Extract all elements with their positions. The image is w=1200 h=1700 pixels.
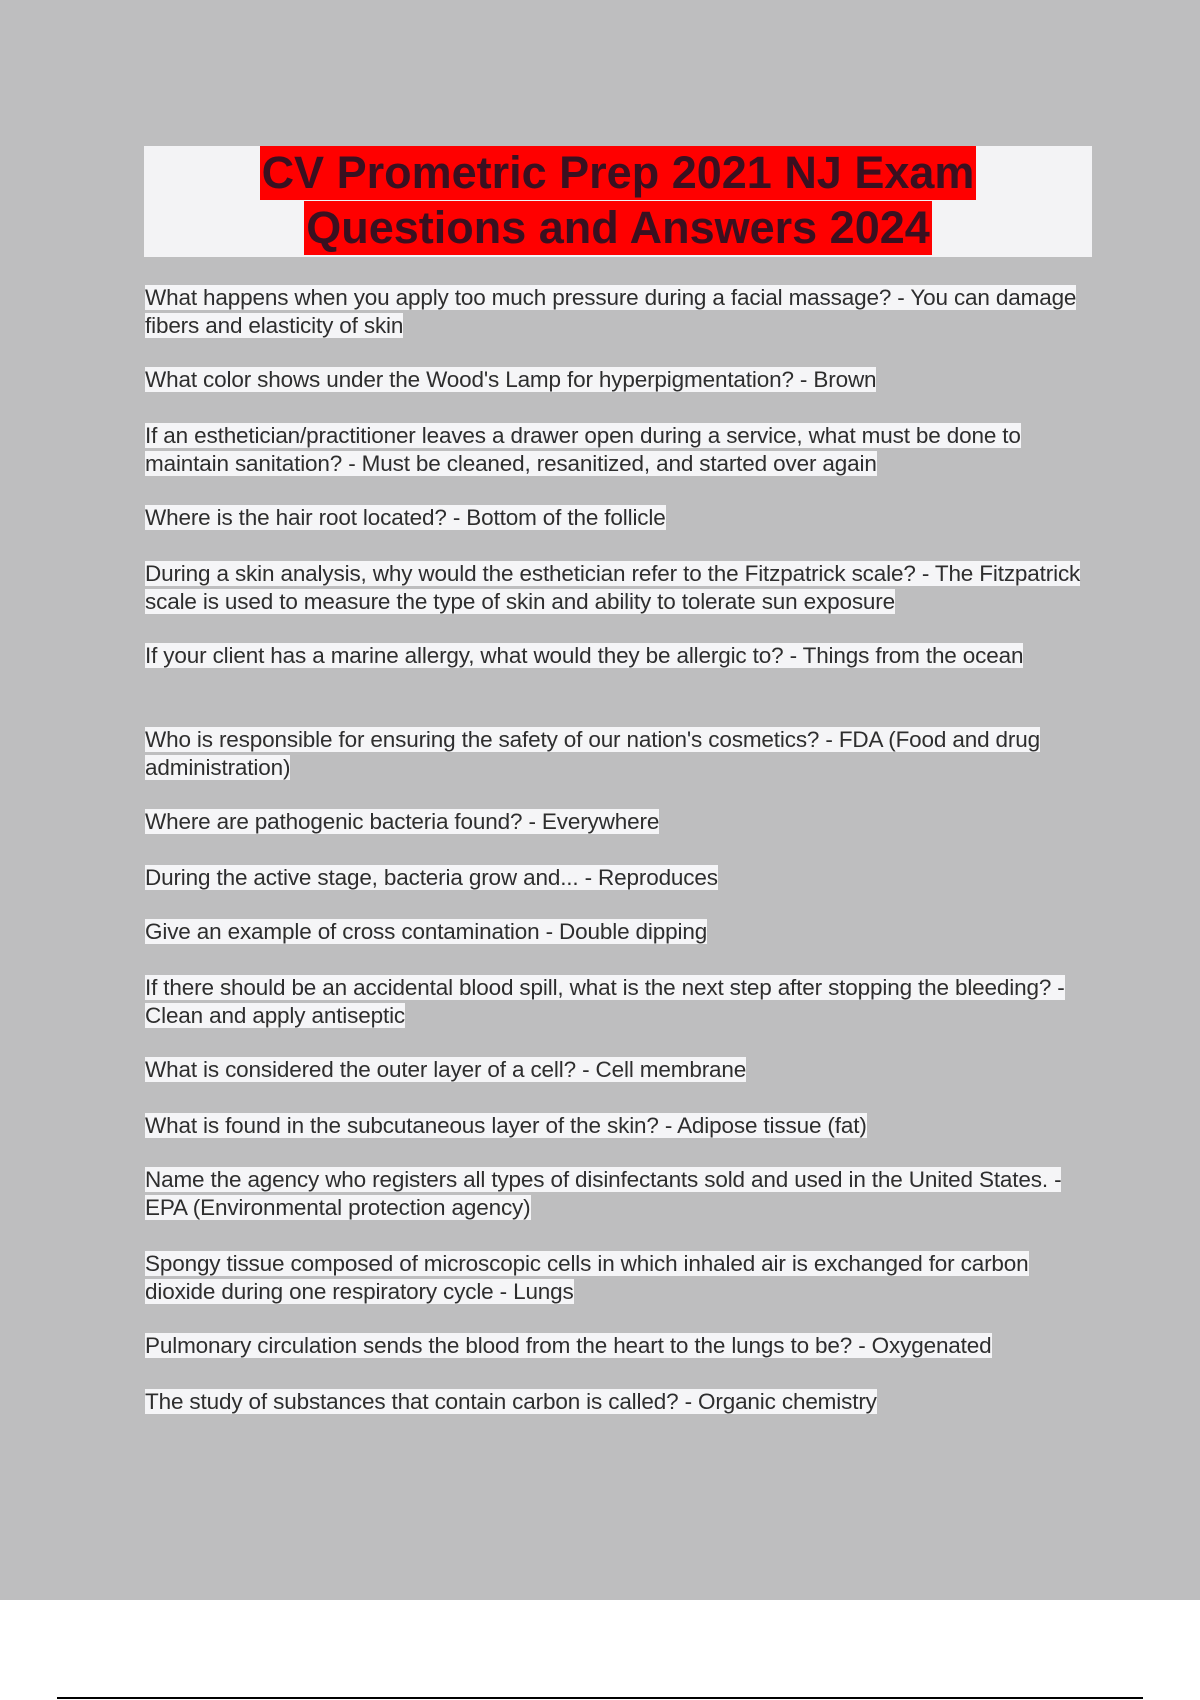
qa-text: During the active stage, bacteria grow and... - Reproduces (145, 865, 718, 890)
qa-item (145, 1056, 1085, 1084)
qa-text: Give an example of cross contamination - Double dipping (145, 919, 708, 944)
qa-item (145, 864, 1085, 892)
qa-text: Name the agency who registers all types of disinfectants sold and used in the United States. - EPA (Environmental protection agency) (145, 1167, 1062, 1220)
footer-divider (57, 1697, 1143, 1699)
qa-text: If there should be an accidental blood spill, what is the next step after stopping the bleeding? - Clean and apply antiseptic (145, 975, 1065, 1028)
qa-item (145, 366, 1085, 394)
qa-item (145, 1388, 1085, 1416)
qa-item (145, 726, 1085, 782)
page-title-line-2: Questions and Answers 2024 (306, 202, 930, 253)
qa-item (145, 504, 1085, 532)
qa-text: Pulmonary circulation sends the blood from the heart to the lungs to be? - Oxygenated (145, 1333, 992, 1358)
qa-item (145, 808, 1085, 836)
qa-text: Spongy tissue composed of microscopic cells in which inhaled air is exchanged for carbon dioxide during one respiratory cycle - Lungs (145, 1251, 1029, 1304)
qa-item (145, 974, 1085, 1030)
qa-item (145, 918, 1085, 946)
qa-item (145, 1112, 1085, 1140)
qa-text: During a skin analysis, why would the esthetician refer to the Fitzpatrick scale? - The Fitzpatrick scale is used to measure the type of skin and ability to tolerate sun exposure (145, 561, 1081, 614)
qa-text: If your client has a marine allergy, what would they be allergic to? - Things from the ocean (145, 643, 1024, 668)
qa-text: What color shows under the Wood's Lamp for hyperpigmentation? - Brown (145, 367, 877, 392)
qa-text: Where is the hair root located? - Bottom of the follicle (145, 505, 666, 530)
qa-text: What happens when you apply too much pressure during a facial massage? - You can damage fibers and elasticity of skin (145, 285, 1077, 338)
qa-item (145, 1332, 1085, 1360)
qa-text: What is considered the outer layer of a cell? - Cell membrane (145, 1057, 747, 1082)
qa-item (145, 642, 1085, 698)
qa-item (145, 1166, 1085, 1222)
qa-item (145, 560, 1085, 616)
qa-text: Where are pathogenic bacteria found? - Everywhere (145, 809, 660, 834)
qa-text: Who is responsible for ensuring the safety of our nation's cosmetics? - FDA (Food and drug administration) (145, 727, 1040, 780)
qa-item (145, 1250, 1085, 1306)
qa-item (145, 284, 1085, 340)
qa-list (145, 284, 1085, 1416)
title-banner (144, 146, 1092, 257)
qa-text: The study of substances that contain carbon is called? - Organic chemistry (145, 1389, 877, 1414)
page-title-line-1: CV Prometric Prep 2021 NJ Exam (261, 147, 975, 198)
qa-item (145, 422, 1085, 478)
qa-text: If an esthetician/practitioner leaves a drawer open during a service, what must be done to maintain sanitation? - Must be cleaned, resanitized, and started over again (145, 423, 1021, 476)
qa-text: What is found in the subcutaneous layer of the skin? - Adipose tissue (fat) (145, 1113, 867, 1138)
